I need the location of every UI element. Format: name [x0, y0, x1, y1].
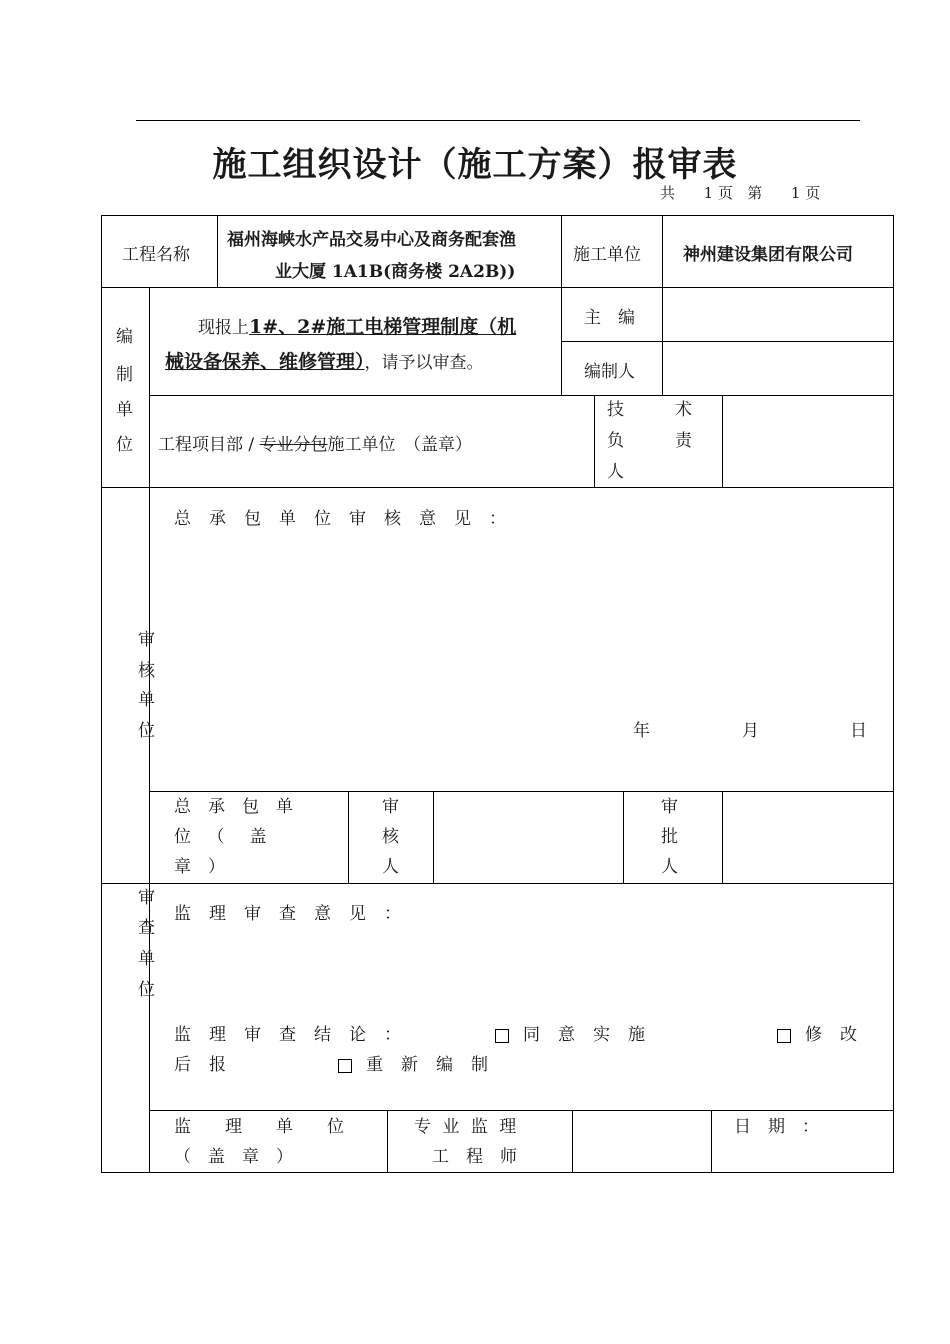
page-indicator: 共 1 页 第 1 页 [660, 184, 821, 202]
contractor-label: 施工单位 [573, 245, 641, 265]
review-month-label: 月 [742, 721, 759, 741]
general-contractor-opinion-label: 总承包单位审核意见： [174, 509, 524, 529]
dept-seal-label: 工程项目部 / 专业分包施工单位 （盖章） [158, 435, 473, 455]
chief-editor-label: 主 编 [584, 308, 635, 328]
review-year-label: 年 [633, 721, 650, 741]
option-revise-continued: 后报 [174, 1055, 244, 1075]
supervision-conclusion-label: 监理审查结论： [174, 1025, 419, 1045]
option-recompile[interactable]: 重新编制 [338, 1050, 506, 1080]
date-label: 日 期 ： [734, 1117, 819, 1137]
contractor-value: 神州建设集团有限公司 [683, 245, 853, 265]
tech-lead-line3: 人 [607, 462, 624, 482]
option-revise[interactable]: 修改 [777, 1020, 875, 1050]
review-unit-line3: 章 ） [174, 857, 225, 877]
review-day-label: 日 [850, 721, 867, 741]
review-unit-line2: 位 （ 盖 [174, 827, 271, 847]
report-line-2: 械设备保养、维修管理），请予以审查。 [165, 351, 484, 373]
supervision-unit-line2: （ 盖 章 ） [174, 1147, 293, 1167]
checkbox-icon[interactable] [338, 1059, 352, 1073]
project-name-value-line2: 业大厦 1A1B(商务楼 2A2B)) [275, 262, 516, 282]
report-line-1: 现报上1#、2#施工电梯管理制度（机 [198, 316, 517, 338]
project-name-label: 工程名称 [122, 245, 190, 265]
project-name-value-line1: 福州海峡水产品交易中心及商务配套渔 [227, 230, 516, 250]
editor-label: 编制人 [584, 362, 635, 382]
supervision-engineer-line1: 专 业 监 理 [414, 1117, 520, 1137]
review-unit-line1: 总 承 包 单 [174, 797, 293, 817]
option-agree[interactable]: 同意实施 [495, 1020, 663, 1050]
checkbox-icon[interactable] [777, 1029, 791, 1043]
supervision-unit-line1: 监 理 单 位 [174, 1117, 344, 1137]
tech-lead-line1: 技 术 [607, 400, 692, 420]
top-rule [136, 120, 860, 121]
supervision-opinion-label: 监理审查意见： [174, 904, 419, 924]
checkbox-icon[interactable] [495, 1029, 509, 1043]
supervision-engineer-line2: 工 程 师 [432, 1147, 517, 1167]
page-title: 施工组织设计（施工方案）报审表 [212, 145, 738, 185]
tech-lead-line2: 负 责 [607, 431, 692, 451]
